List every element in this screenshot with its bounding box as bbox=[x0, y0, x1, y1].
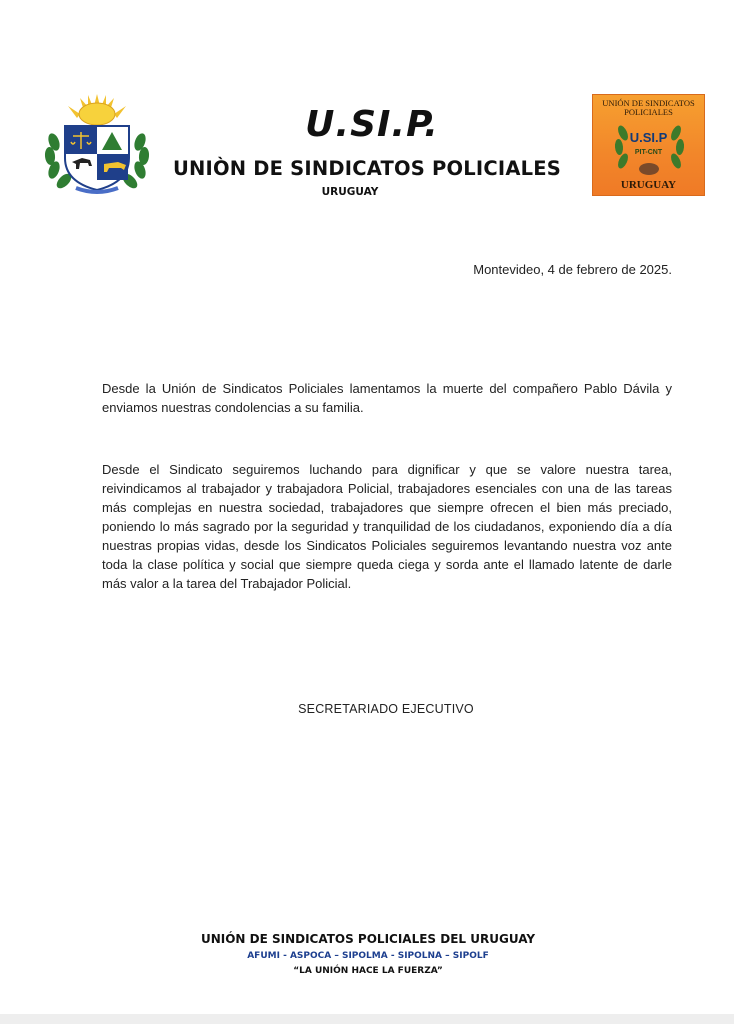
footer-unions-list: AFUMI - ASPOCA – SIPOLMA - SIPOLNA – SIPOLF bbox=[247, 951, 489, 961]
org-acronym: U.SI.P. bbox=[305, 104, 439, 145]
badge-title: U.SI.P bbox=[629, 130, 668, 145]
letter-paragraph-2: Desde el Sindicato seguiremos luchando para dignificar y que se valore nuestra tarea, reivindicamos al trabajador y trabajadora Policial, trabajadores esenciales con una de las tareas más complejas en nuestra sociedad, trabajadores que siempre ofrecen el bien más preciado, poniendo lo más sagrado por la seguridad y tranquilidad de los ciudadanos, exponiendo día a día nuestras propias vidas, desde los Sindicatos Policiales seguiremos levantando nuestra voz ante toda la clase política y social que siempre queda ciega y sorda ante el llamado latente de darle más valor a la tarea del Trabajador Policial. bbox=[102, 462, 672, 591]
letter-paragraph-1: Desde la Unión de Sindicatos Policiales lamentamos la muerte del compañero Pablo Dávila y enviamos nuestras condolencias a su familia. bbox=[102, 381, 672, 415]
footer-org-name: UNIÓN DE SINDICATOS POLICIALES DEL URUGUAY bbox=[200, 932, 536, 946]
badge-top-text: UNIÓN DE SINDICATOS POLICIALES bbox=[602, 98, 695, 117]
org-name: UNIÒN DE SINDICATOS POLICIALES bbox=[172, 157, 562, 180]
coat-of-arms-logo bbox=[40, 92, 154, 198]
page-bottom-border bbox=[0, 1014, 734, 1024]
org-country: URUGUAY bbox=[321, 186, 379, 198]
usip-badge-logo bbox=[592, 94, 705, 196]
letter-signature: SECRETARIADO EJECUTIVO bbox=[298, 702, 474, 716]
badge-bottom-text: URUGUAY bbox=[620, 179, 677, 191]
footer-motto: “LA UNIÓN HACE LA FUERZA” bbox=[293, 966, 443, 976]
letter-date: Montevideo, 4 de febrero de 2025. bbox=[473, 262, 672, 277]
badge-subtitle: PIT-CNT bbox=[634, 149, 663, 156]
